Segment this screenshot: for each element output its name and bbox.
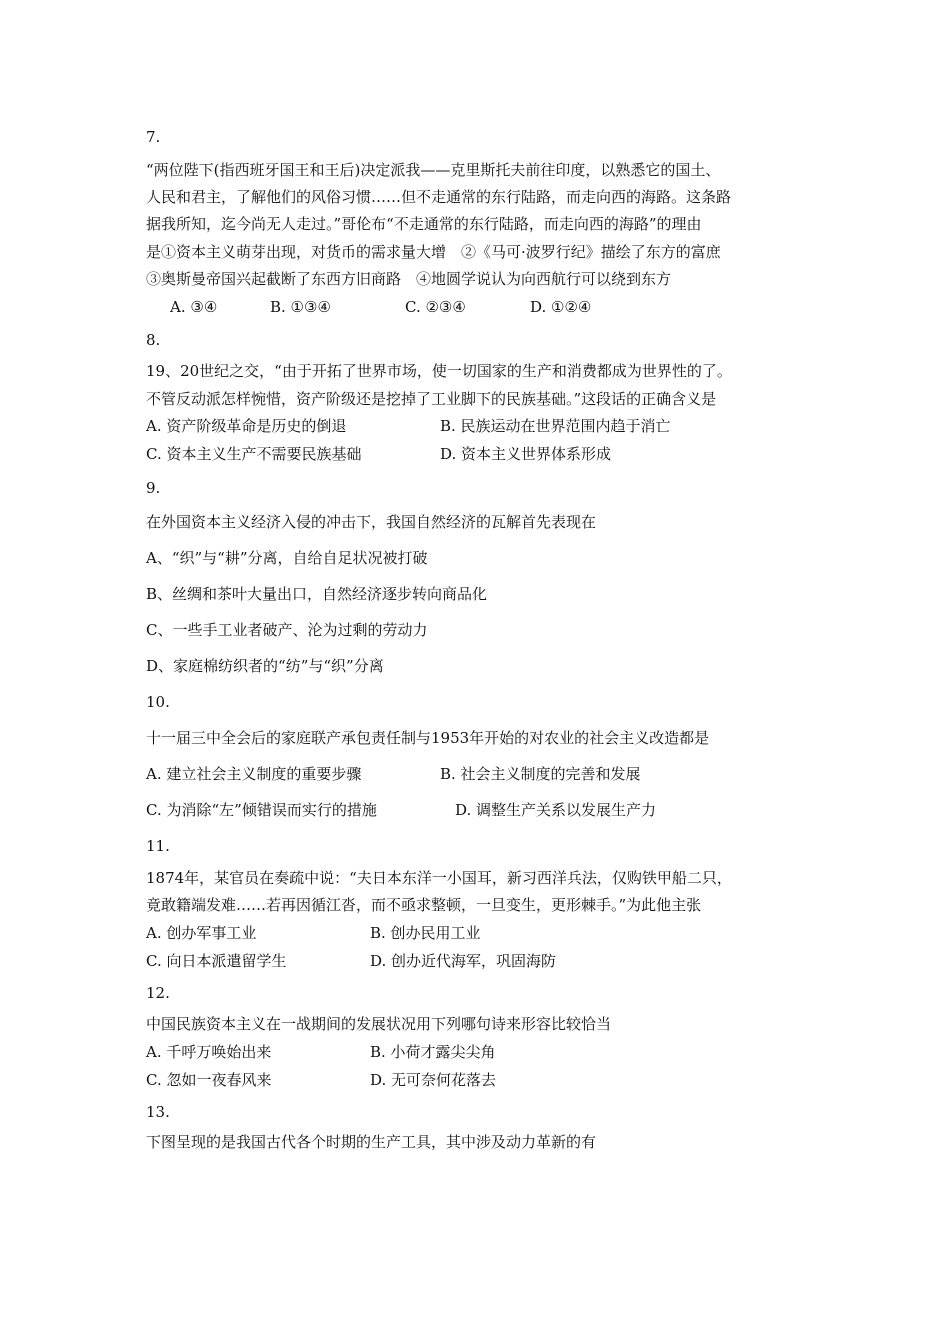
answer-option: B. 民族运动在世界范围内趋于消亡 — [440, 417, 671, 435]
answer-option: B. 社会主义制度的完善和发展 — [440, 765, 641, 783]
answer-option: C. 忽如一夜春风来 — [146, 1071, 272, 1089]
answer-option: D. ①②④ — [530, 298, 592, 316]
answer-option: A. 资产阶级革命是历史的倒退 — [146, 417, 347, 435]
question-number: 13. — [146, 1103, 170, 1121]
question-number: 10. — [146, 693, 170, 711]
answer-option: A. 建立社会主义制度的重要步骤 — [146, 765, 362, 783]
answer-option: C、一些手工业者破产、沦为过剩的劳动力 — [146, 621, 428, 639]
question-stem-line: ③奥斯曼帝国兴起截断了东西方旧商路 ④地圆学说认为向西航行可以绕到东方 — [146, 270, 672, 288]
question-number: 7. — [146, 128, 161, 146]
question-stem-line: 在外国资本主义经济入侵的冲击下，我国自然经济的瓦解首先表现在 — [146, 513, 597, 531]
question-number: 12. — [146, 984, 170, 1002]
question-number: 9. — [146, 479, 161, 497]
answer-option: B. 创办民用工业 — [370, 924, 481, 942]
question-stem-line: 是①资本主义萌芽出现，对货币的需求量大增 ②《马可·波罗行纪》描绘了东方的富庶 — [146, 243, 721, 261]
answer-option: D. 资本主义世界体系形成 — [440, 445, 612, 463]
answer-option: D. 无可奈何花落去 — [370, 1071, 497, 1089]
answer-option: C. 资本主义生产不需要民族基础 — [146, 445, 362, 463]
answer-option: D. 调整生产关系以发展生产力 — [455, 801, 657, 819]
question-stem-line: 19、20世纪之交，“由于开拓了世界市场，使一切国家的生产和消费都成为世界性的了。 — [146, 362, 732, 380]
answer-option: B. ①③④ — [270, 298, 331, 316]
answer-option: B、丝绸和茶叶大量出口，自然经济逐步转向商品化 — [146, 585, 488, 603]
question-stem-line: 据我所知，迄今尚无人走过。”哥伦布“不走通常的东行陆路，而走向西的海路”的理由 — [146, 215, 702, 233]
answer-option: A、“织”与“耕”分离，自给自足状况被打破 — [146, 549, 428, 567]
question-stem-line: 十一届三中全会后的家庭联产承包责任制与1953年开始的对农业的社会主义改造都是 — [146, 729, 710, 747]
question-number: 11. — [146, 837, 170, 855]
question-stem-line: 下图呈现的是我国古代各个时期的生产工具，其中涉及动力革新的有 — [146, 1133, 597, 1151]
answer-option: D、家庭棉纺织者的“纺”与“织”分离 — [146, 657, 384, 675]
question-number: 8. — [146, 331, 161, 349]
question-stem-line: 竟敢籍端发难……若再因循江沓，而不亟求整顿，一旦变生，更形棘手。”为此他主张 — [146, 896, 702, 914]
question-stem-line: “两位陛下(指西班牙国王和王后)决定派我——克里斯托夫前往印度，以熟悉它的国土、 — [146, 161, 721, 179]
answer-option: D. 创办近代海军，巩固海防 — [370, 952, 557, 970]
answer-option: C. 为消除“左”倾错误而实行的措施 — [146, 801, 377, 819]
answer-option: A. 千呼万唤始出来 — [146, 1043, 272, 1061]
answer-option: A. 创办军事工业 — [146, 924, 257, 942]
question-stem-line: 不管反动派怎样惋惜，资产阶级还是挖掉了工业脚下的民族基础。”这段话的正确含义是 — [146, 390, 717, 408]
question-stem-line: 1874年，某官员在奏疏中说：“夫日本东洋一小国耳，新习西洋兵法，仅购铁甲船二只， — [146, 869, 732, 887]
question-stem-line: 中国民族资本主义在一战期间的发展状况用下列哪句诗来形容比较恰当 — [146, 1015, 612, 1033]
answer-option: B. 小荷才露尖尖角 — [370, 1043, 496, 1061]
question-stem-line: 人民和君主，了解他们的风俗习惯……但不走通常的东行陆路，而走向西的海路。这条路 — [146, 188, 732, 206]
answer-option: C. ②③④ — [405, 298, 466, 316]
answer-option: C. 向日本派遣留学生 — [146, 952, 287, 970]
answer-option: A. ③④ — [170, 298, 218, 316]
